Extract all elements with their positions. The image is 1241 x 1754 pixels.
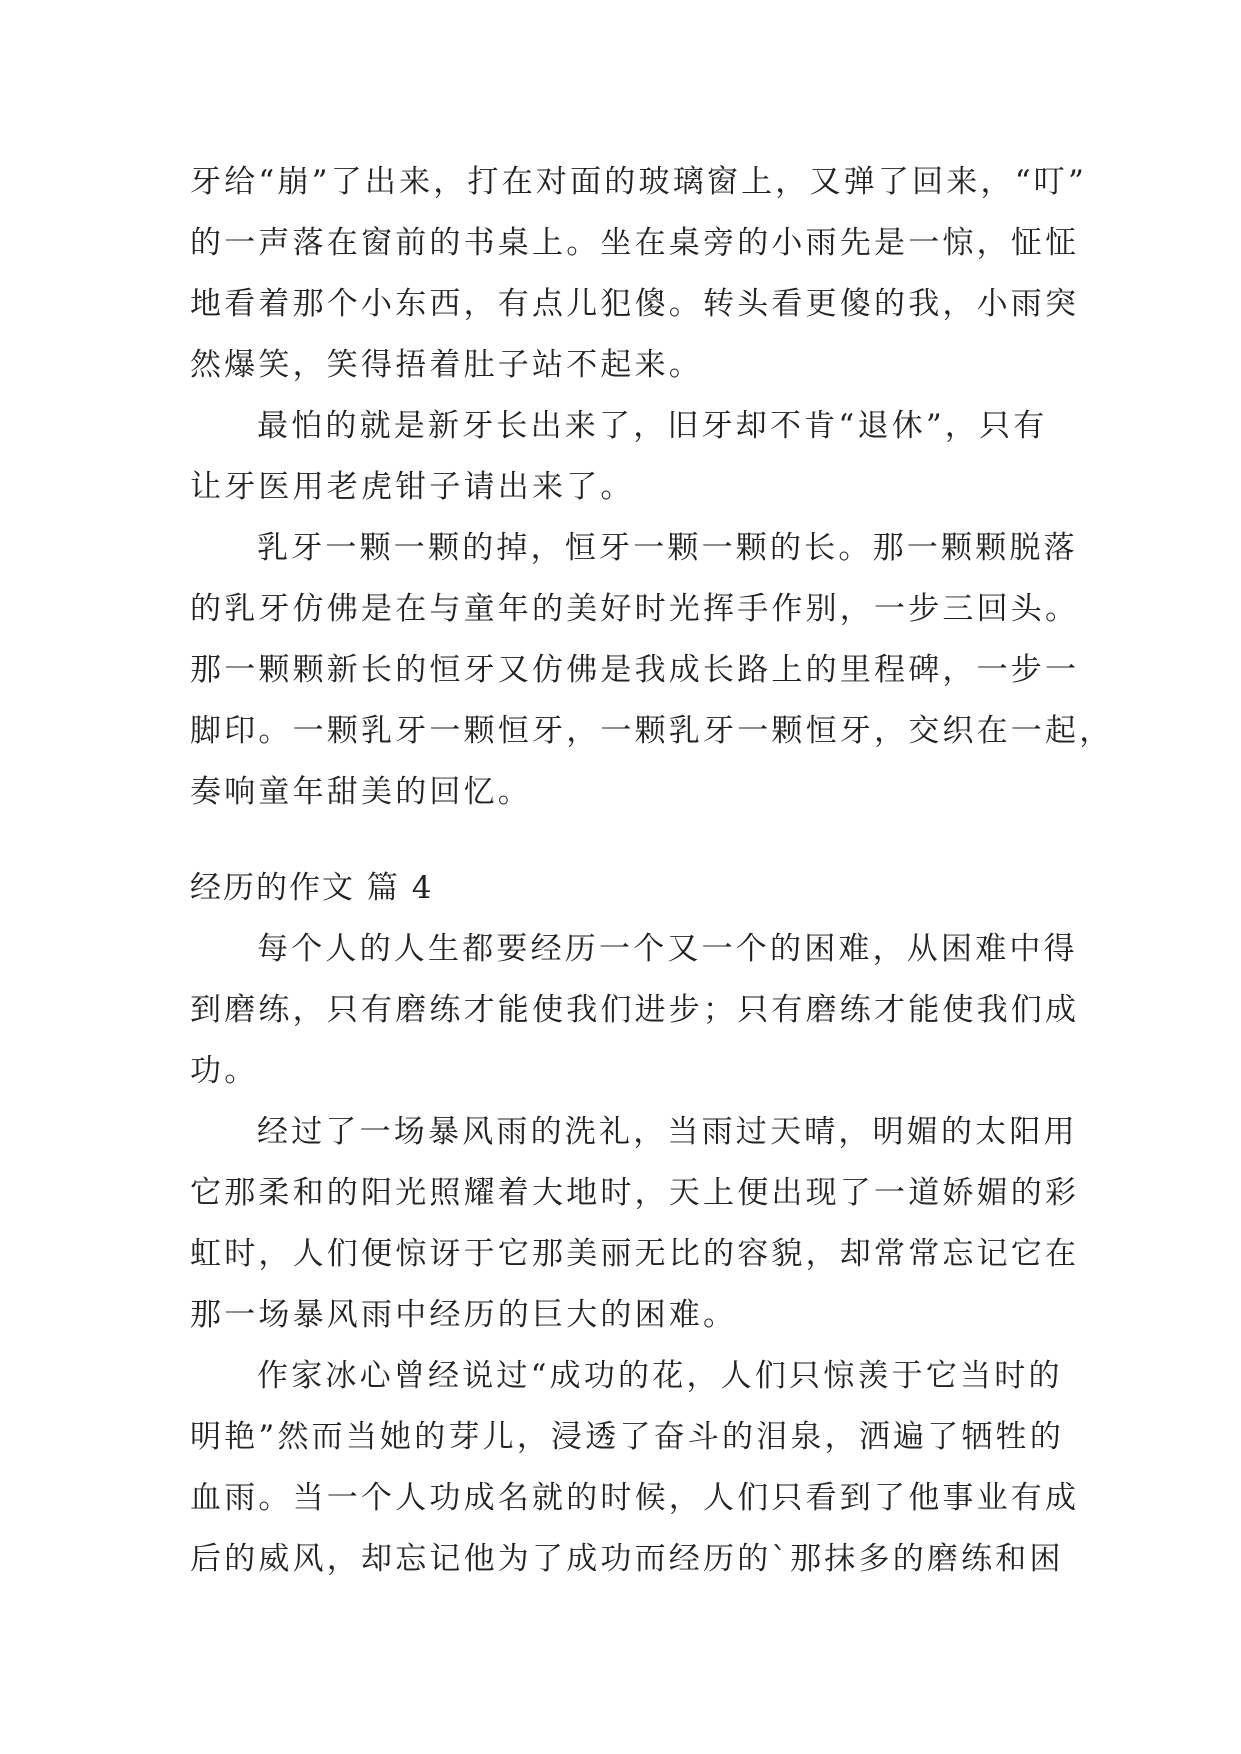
paragraph-first-line: 经过了一场暴风雨的洗礼，当雨过天晴，明媚的太阳用 <box>257 1114 1078 1150</box>
paragraph-first-line: 最怕的就是新牙长出来了，旧牙却不肯“退休”，只有 <box>257 408 1048 444</box>
text-line: 然爆笑，笑得捂着肚子站不起来。 <box>190 347 703 383</box>
text-line: 那一场暴风雨中经历的巨大的困难。 <box>190 1297 738 1333</box>
paragraph-first-line: 乳牙一颗一颗的掉，恒牙一颗一颗的长。那一颗颗脱落 <box>257 530 1078 566</box>
paragraph-first-line: 作家冰心曾经说过“成功的花，人们只惊羡于它当时的 <box>257 1358 1063 1394</box>
text-line: 明艳”然而当她的芽儿，浸透了奋斗的泪泉，洒遍了牺牲的 <box>190 1419 1065 1455</box>
text-line: 它那柔和的阳光照耀着大地时，天上便出现了一道娇媚的彩 <box>190 1175 1080 1211</box>
text-line: 到磨练，只有磨练才能使我们进步；只有磨练才能使我们成 <box>190 992 1080 1028</box>
text-line: 脚印。一颗乳牙一颗恒牙，一颗乳牙一颗恒牙，交织在一起， <box>190 713 1114 749</box>
text-line: 的一声落在窗前的书桌上。坐在桌旁的小雨先是一惊，怔怔 <box>190 225 1080 261</box>
text-line: 功。 <box>190 1053 259 1089</box>
section-heading: 经历的作文 篇 4 <box>190 870 434 906</box>
text-line: 让牙医用老虎钳子请出来了。 <box>190 469 635 505</box>
paragraph-first-line: 每个人的人生都要经历一个又一个的困难，从困难中得 <box>257 931 1078 967</box>
text-line: 那一颗颗新长的恒牙又仿佛是我成长路上的里程碑，一步一 <box>190 652 1080 688</box>
text-line: 牙给“崩”了出来，打在对面的玻璃窗上，又弹了回来，“叮” <box>190 164 1087 200</box>
text-line: 血雨。当一个人功成名就的时候，人们只看到了他事业有成 <box>190 1480 1080 1516</box>
text-line: 地看着那个小东西，有点儿犯傻。转头看更傻的我，小雨突 <box>190 286 1080 322</box>
text-line: 奏响童年甜美的回忆。 <box>190 774 532 810</box>
text-line: 虹时，人们便惊讶于它那美丽无比的容貌，却常常忘记它在 <box>190 1236 1080 1272</box>
text-line: 的乳牙仿佛是在与童年的美好时光挥手作别，一步三回头。 <box>190 591 1080 627</box>
text-line: 后的威风，却忘记他为了成功而经历的`那抹多的磨练和困 <box>190 1541 1064 1577</box>
